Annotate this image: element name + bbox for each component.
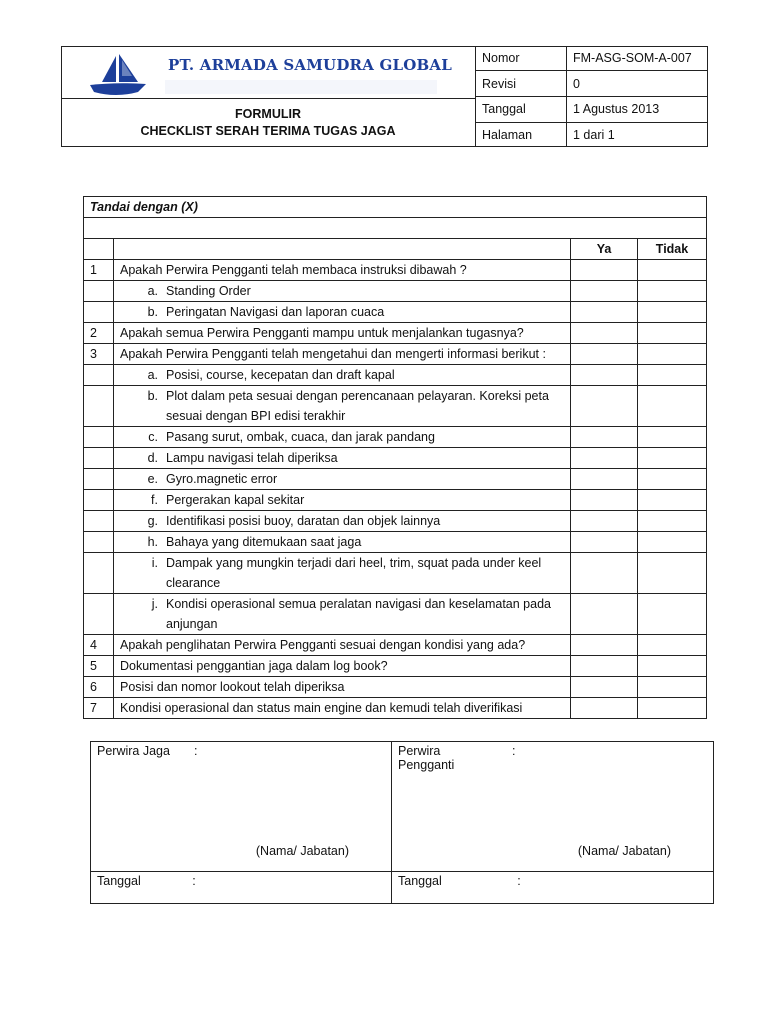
item-text: Apakah Perwira Pengganti telah mengetahui dan mengerti informasi berikut : [114, 344, 571, 365]
sub-item [114, 532, 571, 553]
table-row [84, 427, 707, 448]
item-number [84, 511, 114, 532]
meta-value: 1 Agustus 2013 [567, 96, 709, 122]
sub-text: Standing Order [166, 284, 251, 298]
yes-checkbox[interactable] [571, 365, 638, 386]
incoming-date-cell[interactable] [392, 872, 714, 904]
yes-checkbox[interactable] [571, 677, 638, 698]
no-checkbox[interactable] [638, 594, 707, 635]
item-number [84, 490, 114, 511]
yes-checkbox[interactable] [571, 656, 638, 677]
no-checkbox[interactable] [638, 490, 707, 511]
yes-checkbox[interactable] [571, 490, 638, 511]
item-number [84, 532, 114, 553]
yes-checkbox[interactable] [571, 260, 638, 281]
outgoing-officer-cell[interactable] [91, 742, 392, 872]
table-row [84, 386, 707, 427]
yes-checkbox[interactable] [571, 594, 638, 635]
outgoing-date-cell[interactable] [91, 872, 392, 904]
no-checkbox[interactable] [638, 386, 707, 427]
yes-checkbox[interactable] [571, 323, 638, 344]
item-number [84, 365, 114, 386]
table-row [84, 344, 707, 365]
sub-item [114, 427, 571, 448]
col-no-header: Tidak [638, 239, 707, 260]
sub-text: Dampak yang mungkin terjadi dari heel, trim, squat pada under keel clearance [166, 556, 542, 590]
yes-checkbox[interactable] [571, 344, 638, 365]
signature-row [91, 742, 714, 872]
no-checkbox[interactable] [638, 302, 707, 323]
company-banner [165, 80, 437, 94]
item-number [84, 469, 114, 490]
sub-letter: c. [148, 430, 158, 444]
col-yes-header: Ya [571, 239, 638, 260]
item-text: Dokumentasi penggantian jaga dalam log book? [114, 656, 571, 677]
blank-row [84, 218, 707, 239]
form-title [61, 106, 475, 140]
table-row [84, 260, 707, 281]
item-number: 6 [84, 677, 114, 698]
colon: : [193, 744, 198, 758]
table-row [84, 635, 707, 656]
table-row [84, 594, 707, 635]
colon: : [192, 874, 196, 888]
item-number: 4 [84, 635, 114, 656]
yes-checkbox[interactable] [571, 469, 638, 490]
item-number: 2 [84, 323, 114, 344]
date-row [91, 872, 714, 904]
incoming-officer-cell[interactable] [392, 742, 714, 872]
sub-letter: a. [147, 284, 158, 298]
item-text: Apakah penglihatan Perwira Pengganti sesuai dengan kondisi yang ada? [114, 635, 571, 656]
table-row [84, 365, 707, 386]
company-name: PT. ARMADA SAMUDRA GLOBAL [168, 56, 452, 74]
table-row [84, 448, 707, 469]
item-number [84, 281, 114, 302]
item-number: 3 [84, 344, 114, 365]
sub-text: Pergerakan kapal sekitar [166, 493, 305, 507]
meta-label: Revisi [476, 71, 567, 97]
sub-item [114, 365, 571, 386]
sub-item [114, 469, 571, 490]
no-checkbox[interactable] [638, 698, 707, 719]
sub-letter: i. [151, 556, 158, 570]
sub-text: Gyro.magnetic error [166, 472, 278, 486]
meta-value: 0 [567, 71, 709, 97]
item-number [84, 302, 114, 323]
item-number [84, 594, 114, 635]
column-header-row [84, 239, 707, 260]
sub-item [114, 386, 571, 427]
sub-letter: b. [147, 305, 158, 319]
name-position-hint: (Nama/ Jabatan) [577, 844, 671, 858]
meta-label: Halaman [476, 122, 567, 147]
sub-text: Posisi, course, kecepatan dan draft kapal [166, 368, 395, 382]
yes-checkbox[interactable] [571, 698, 638, 719]
meta-row [476, 122, 708, 147]
no-checkbox[interactable] [638, 344, 707, 365]
incoming-officer-label: Perwira Pengganti [398, 744, 455, 772]
yes-checkbox[interactable] [571, 532, 638, 553]
ship-logo-icon [86, 52, 150, 103]
date-label: Tanggal [97, 874, 141, 888]
sub-item [114, 594, 571, 635]
colon: : [517, 874, 521, 888]
date-label: Tanggal [398, 874, 442, 888]
yes-checkbox[interactable] [571, 386, 638, 427]
sub-letter: j. [151, 597, 158, 611]
table-row [84, 281, 707, 302]
yes-checkbox[interactable] [571, 553, 638, 594]
meta-label: Tanggal [476, 96, 567, 122]
form-title-line-2: CHECKLIST SERAH TERIMA TUGAS JAGA [140, 124, 396, 138]
sub-text: Peringatan Navigasi dan laporan cuaca [166, 305, 385, 319]
table-row [84, 302, 707, 323]
no-checkbox[interactable] [638, 635, 707, 656]
table-row [84, 677, 707, 698]
no-checkbox[interactable] [638, 323, 707, 344]
table-row [84, 490, 707, 511]
sub-item [114, 302, 571, 323]
yes-checkbox[interactable] [571, 448, 638, 469]
no-checkbox[interactable] [638, 656, 707, 677]
no-checkbox[interactable] [638, 677, 707, 698]
item-number [84, 386, 114, 427]
instruction-text: Tandai dengan (X) [84, 197, 707, 218]
sub-text: Identifikasi posisi buoy, daratan dan objek lainnya [166, 514, 441, 528]
no-checkbox[interactable] [638, 469, 707, 490]
sub-letter: f. [151, 493, 158, 507]
no-checkbox[interactable] [638, 511, 707, 532]
no-checkbox[interactable] [638, 365, 707, 386]
no-checkbox[interactable] [638, 532, 707, 553]
header-cell-num [84, 239, 114, 260]
table-row [84, 511, 707, 532]
signature-block [90, 741, 714, 904]
yes-checkbox[interactable] [571, 302, 638, 323]
item-number: 7 [84, 698, 114, 719]
item-number: 5 [84, 656, 114, 677]
sub-text: Kondisi operasional semua peralatan navigasi dan keselamatan pada anjungan [166, 597, 551, 631]
meta-row [476, 46, 708, 71]
no-checkbox[interactable] [638, 553, 707, 594]
sub-item [114, 281, 571, 302]
sub-item [114, 553, 571, 594]
table-row [84, 323, 707, 344]
checklist-table [83, 196, 707, 719]
no-checkbox[interactable] [638, 281, 707, 302]
sub-item [114, 490, 571, 511]
sub-letter: d. [147, 451, 158, 465]
colon: : [512, 744, 516, 758]
yes-checkbox[interactable] [571, 281, 638, 302]
sub-text: Pasang surut, ombak, cuaca, dan jarak pandang [166, 430, 435, 444]
form-title-line-1: FORMULIR [235, 107, 301, 121]
document-meta [476, 46, 708, 147]
table-row [84, 532, 707, 553]
outgoing-officer-label: Perwira Jaga [97, 744, 170, 758]
no-checkbox[interactable] [638, 448, 707, 469]
meta-value: FM-ASG-SOM-A-007 [567, 46, 709, 71]
item-number [84, 553, 114, 594]
table-row [84, 469, 707, 490]
sub-letter: a. [147, 368, 158, 382]
sub-text: Plot dalam peta sesuai dengan perencanaan pelayaran. Koreksi peta sesuai dengan BPI edisi terakhir [166, 389, 549, 423]
no-checkbox[interactable] [638, 427, 707, 448]
meta-value: 1 dari 1 [573, 127, 615, 142]
table-row [84, 698, 707, 719]
yes-checkbox[interactable] [571, 511, 638, 532]
meta-row [476, 96, 708, 122]
item-text: Apakah Perwira Pengganti telah membaca instruksi dibawah ? [114, 260, 571, 281]
sub-letter: g. [147, 514, 158, 528]
item-number [84, 448, 114, 469]
table-row [84, 656, 707, 677]
sub-text: Bahaya yang ditemukaan saat jaga [166, 535, 362, 549]
header-cell-item [114, 239, 571, 260]
meta-row [476, 71, 708, 97]
yes-checkbox[interactable] [571, 635, 638, 656]
item-number: 1 [84, 260, 114, 281]
sub-letter: e. [147, 472, 158, 486]
item-text: Apakah semua Perwira Pengganti mampu untuk menjalankan tugasnya? [114, 323, 571, 344]
table-row [84, 553, 707, 594]
yes-checkbox[interactable] [571, 427, 638, 448]
item-number [84, 427, 114, 448]
item-text: Posisi dan nomor lookout telah diperiksa [114, 677, 571, 698]
sub-letter: b. [147, 389, 158, 403]
sub-item [114, 448, 571, 469]
sub-letter: h. [147, 535, 158, 549]
meta-label: Nomor [476, 46, 567, 71]
no-checkbox[interactable] [638, 260, 707, 281]
sub-item [114, 511, 571, 532]
name-position-hint: (Nama/ Jabatan) [255, 844, 349, 858]
item-text: Kondisi operasional dan status main engine dan kemudi telah diverifikasi [114, 698, 571, 719]
sub-text: Lampu navigasi telah diperiksa [166, 451, 338, 465]
